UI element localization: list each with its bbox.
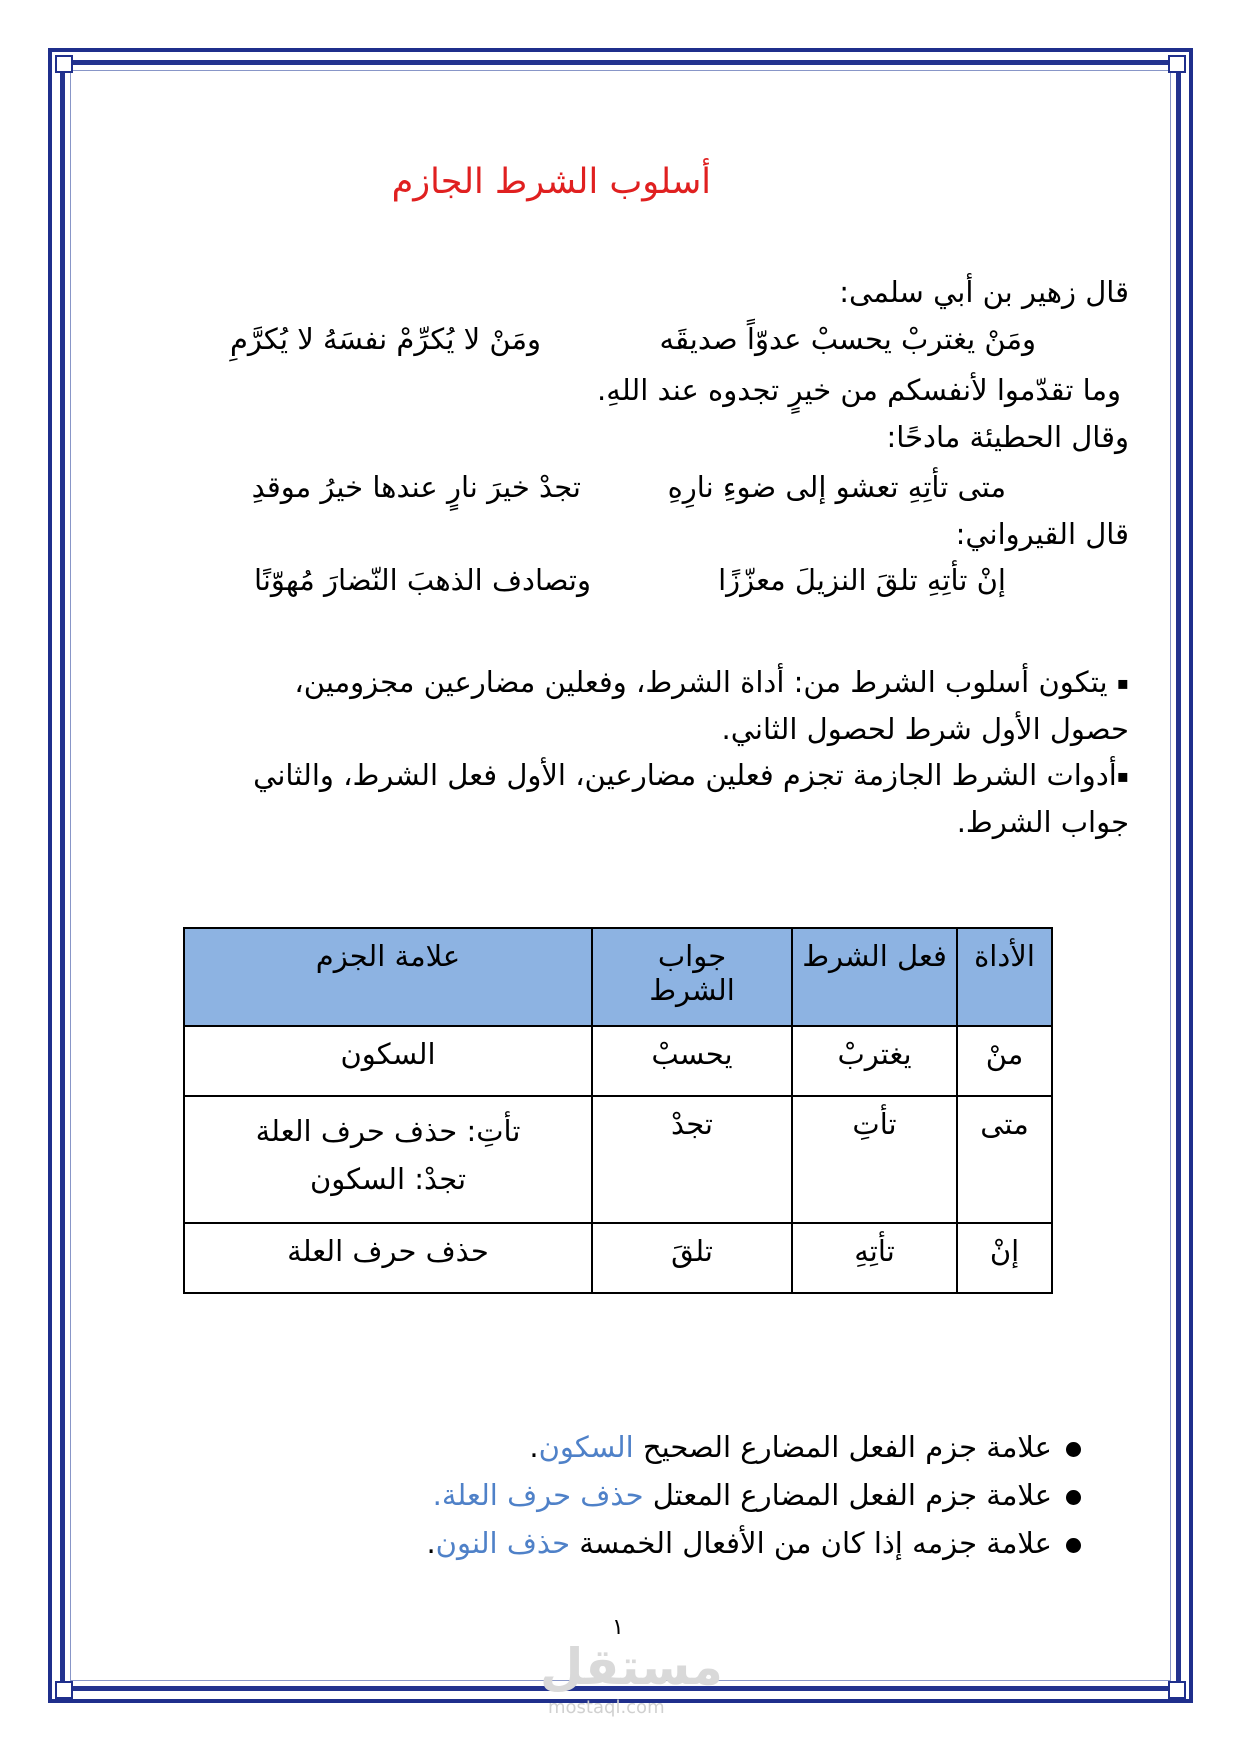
list-item: علامة جزم الفعل المضارع المعتل حذف حرف العلة. [426, 1471, 1081, 1519]
jussive-table [183, 927, 1053, 1294]
table-header-answer: جواب الشرط [592, 928, 792, 1026]
table-cell: تأتِ: حذف حرف العلة تجدْ: السكون [184, 1096, 592, 1223]
table-header-tool: الأداة [957, 928, 1052, 1026]
verse-1-first-hemistich: ومَنْ يغتربْ يحسبْ عدوّاً صديقَه [659, 322, 1036, 356]
table-cell: تجدْ [592, 1096, 792, 1223]
square-bullet-icon: ▪ [1116, 673, 1129, 695]
rule-2-continued: جواب الشرط. [956, 805, 1129, 839]
table-cell: حذف حرف العلة [184, 1223, 592, 1293]
page-title: أسلوب الشرط الجازم [391, 162, 711, 202]
table-cell: يحسبْ [592, 1026, 792, 1096]
table-row [184, 1223, 1052, 1293]
bullet-dot-icon [1066, 1442, 1081, 1457]
table-cell: يغتربْ [792, 1026, 957, 1096]
bullet-dot-icon [1066, 1538, 1081, 1553]
table-cell: إنْ [957, 1223, 1052, 1293]
page-number: ١ [612, 1615, 624, 1640]
notes-list [426, 1423, 1081, 1567]
rule-1: ▪ يتكون أسلوب الشرط من: أداة الشرط، وفعلين مضارعين مجزومين، [294, 665, 1129, 699]
watermark-url: mostaql.com [548, 1697, 665, 1718]
table-cell: متى [957, 1096, 1052, 1223]
intro-zuhair: قال زهير بن أبي سلمى: [839, 275, 1129, 309]
rule-2: ▪أدوات الشرط الجازمة تجزم فعلين مضارعين، الأول فعل الشرط، والثاني [253, 758, 1129, 792]
verse-2-second-hemistich: تجدْ خيرَ نارٍ عندها خيرُ موقدِ [251, 470, 581, 504]
square-bullet-icon: ▪ [1116, 766, 1129, 788]
list-item: علامة جزم الفعل المضارع الصحيح السكون. [426, 1423, 1081, 1471]
quran-verse: وما تقدّموا لأنفسكم من خيرٍ تجدوه عند اللهِ. [597, 373, 1121, 407]
table-header-row [184, 928, 1052, 1026]
table-cell: تأتِ [792, 1096, 957, 1223]
list-item: علامة جزمه إذا كان من الأفعال الخمسة حذف النون. [426, 1519, 1081, 1567]
rule-1-continued: حصول الأول شرط لحصول الثاني. [721, 712, 1129, 746]
verse-3-first-hemistich: إنْ تأتِهِ تلقَ النزيلَ معزّزًا [718, 563, 1006, 597]
table-cell: منْ [957, 1026, 1052, 1096]
table-cell: تلقَ [592, 1223, 792, 1293]
table-cell: تأتِهِ [792, 1223, 957, 1293]
verse-3-second-hemistich: وتصادف الذهبَ النّضارَ مُهوّنًا [254, 563, 591, 597]
verse-1-second-hemistich: ومَنْ لا يُكرِّمْ نفسَهُ لا يُكرَّمِ [229, 322, 541, 356]
bullet-dot-icon [1066, 1490, 1081, 1505]
table-row [184, 1096, 1052, 1223]
table-cell: السكون [184, 1026, 592, 1096]
table-header-condition-verb: فعل الشرط [792, 928, 957, 1026]
watermark-logo: مستقل [540, 1638, 723, 1696]
verse-2-first-hemistich: متى تأتِهِ تعشو إلى ضوءِ نارِهِ [667, 470, 1006, 504]
table-row [184, 1026, 1052, 1096]
intro-qayrawani: قال القيرواني: [955, 517, 1129, 551]
intro-hutayah: وقال الحطيئة مادحًا: [886, 420, 1129, 454]
table-header-jussive-sign: علامة الجزم [184, 928, 592, 1026]
